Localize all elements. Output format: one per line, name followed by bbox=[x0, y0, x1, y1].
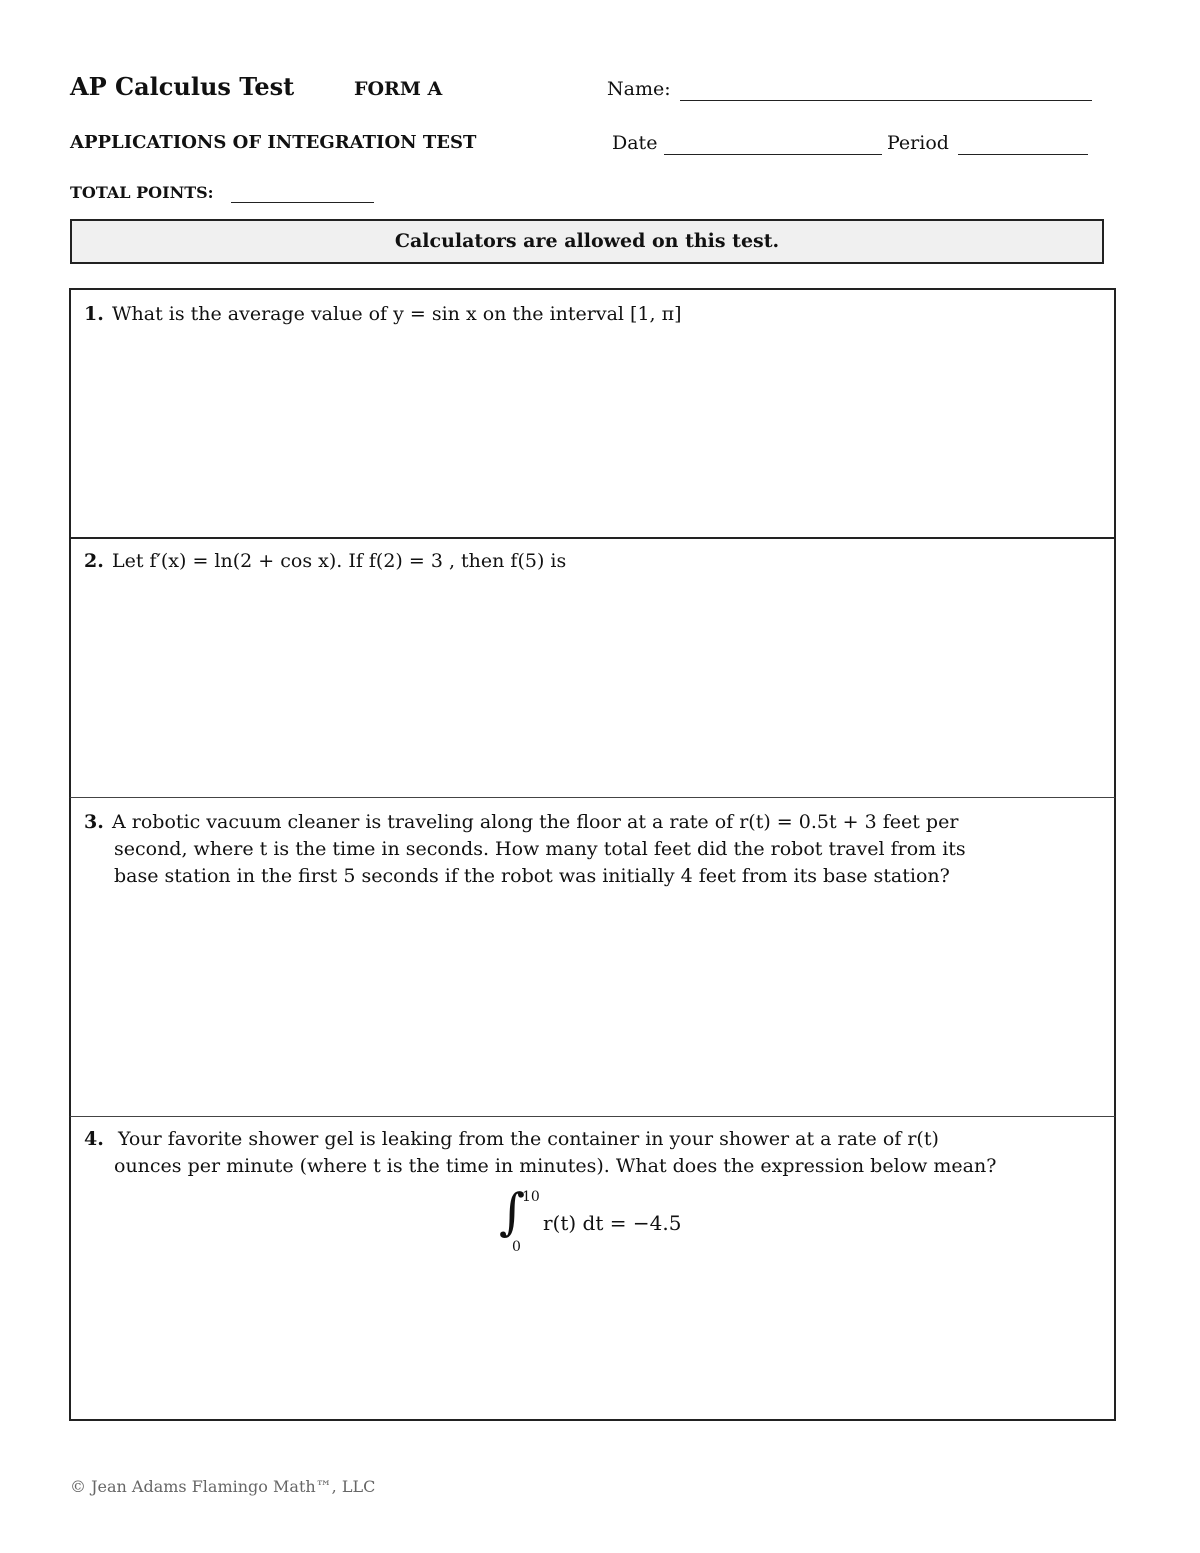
question-4-text bbox=[84, 1126, 1024, 1180]
question-prompt-line-1: Your favorite shower gel is leaking from the container in your shower at a rate of r(t) bbox=[112, 1128, 939, 1150]
question-prompt: Let f′(x) = ln(2 + cos x). If f(2) = 3 , then f(5) is bbox=[112, 550, 567, 572]
calculator-notice: Calculators are allowed on this test. bbox=[70, 219, 1104, 264]
period-field-line[interactable] bbox=[958, 154, 1088, 155]
question-3-box[interactable] bbox=[69, 798, 1116, 1117]
question-2-text bbox=[84, 548, 1024, 575]
question-2-box[interactable] bbox=[69, 537, 1116, 798]
question-prompt: What is the average value of y = sin x on the interval [1, π] bbox=[112, 303, 682, 325]
date-field-line[interactable] bbox=[664, 154, 882, 155]
period-label: Period bbox=[887, 132, 949, 154]
question-1-text bbox=[84, 301, 1024, 328]
test-subtitle: APPLICATIONS OF INTEGRATION TEST bbox=[70, 132, 477, 153]
integral-upper-bound: 10 bbox=[522, 1189, 540, 1205]
total-points-label: TOTAL POINTS: bbox=[70, 183, 214, 202]
date-label: Date bbox=[612, 132, 658, 154]
question-prompt-line-3: base station in the first 5 seconds if the robot was initially 4 feet from its base station? bbox=[114, 865, 950, 887]
integral-body: r(t) dt = −4.5 bbox=[543, 1211, 682, 1235]
question-number: 2. bbox=[84, 550, 104, 572]
form-label: FORM A bbox=[354, 78, 443, 100]
question-prompt-line-2: second, where t is the time in seconds. How many total feet did the robot travel from its bbox=[114, 838, 966, 860]
name-label: Name: bbox=[607, 78, 671, 100]
test-title: AP Calculus Test bbox=[70, 72, 295, 101]
question-number: 4. bbox=[84, 1128, 104, 1150]
integral-lower-bound: 0 bbox=[512, 1239, 521, 1255]
question-number: 1. bbox=[84, 303, 104, 325]
total-points-field-line[interactable] bbox=[231, 202, 374, 203]
question-1-box[interactable] bbox=[69, 288, 1116, 539]
question-number: 3. bbox=[84, 811, 104, 833]
copyright-footer: © Jean Adams Flamingo Math™, LLC bbox=[70, 1477, 376, 1496]
question-prompt-line-1: A robotic vacuum cleaner is traveling along the floor at a rate of r(t) = 0.5t + 3 feet per bbox=[112, 811, 959, 833]
integral-expression bbox=[499, 1183, 799, 1259]
question-3-text bbox=[84, 809, 1024, 890]
question-4-box[interactable] bbox=[69, 1117, 1116, 1421]
name-field-line[interactable] bbox=[680, 100, 1092, 101]
question-prompt-line-2: ounces per minute (where t is the time in minutes). What does the expression below mean? bbox=[114, 1155, 997, 1177]
integral-sign-icon: ∫ bbox=[499, 1183, 526, 1241]
